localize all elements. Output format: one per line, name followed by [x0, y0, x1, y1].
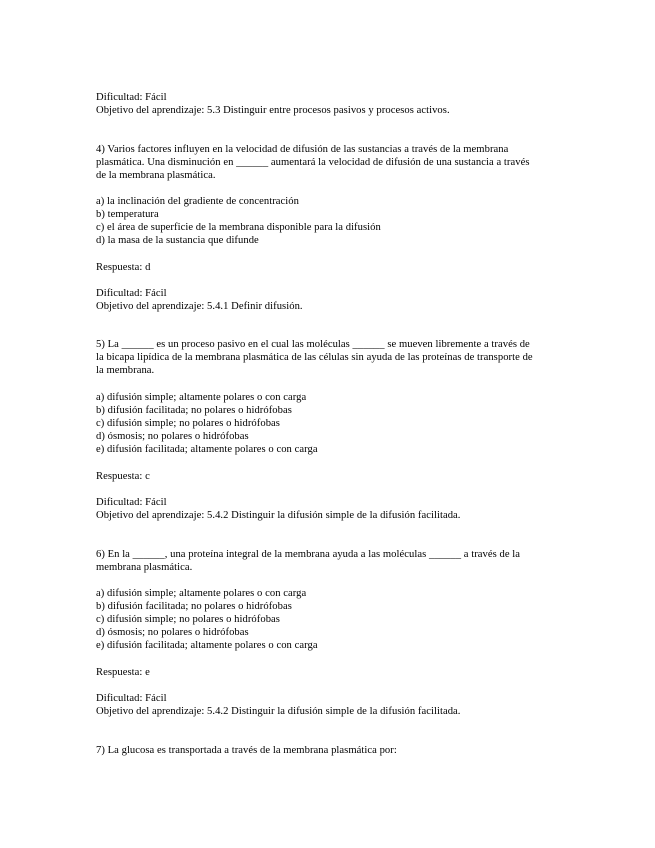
question-5-text: 5) La ______ es un proceso pasivo en el cual las moléculas ______ se mueven libremente a través de — [96, 339, 530, 350]
question-4-text: de la membrana plasmática. — [96, 170, 216, 181]
option-line: a) difusión simple; altamente polares o con carga — [96, 392, 307, 403]
question-6-text: membrana plasmática. — [96, 562, 193, 573]
objective-line: Objetivo del aprendizaje: 5.4.1 Definir difusión. — [96, 301, 303, 312]
difficulty-line: Dificultad: Fácil — [96, 693, 167, 704]
option-line: d) la masa de la sustancia que difunde — [96, 235, 259, 246]
objective-line: Objetivo del aprendizaje: 5.4.2 Distinguir la difusión simple de la difusión facilitada. — [96, 510, 461, 521]
answer-line: Respuesta: e — [96, 667, 150, 678]
question-6-text: 6) En la ______, una proteína integral de la membrana ayuda a las moléculas ______ a través de la — [96, 549, 521, 560]
option-line: e) difusión facilitada; altamente polares o con carga — [96, 640, 318, 651]
option-line: c) difusión simple; no polares o hidrófobas — [96, 614, 280, 625]
option-line: b) difusión facilitada; no polares o hidrófobas — [96, 405, 292, 416]
difficulty-line: Dificultad: Fácil — [96, 497, 167, 508]
objective-line: Objetivo del aprendizaje: 5.4.2 Distinguir la difusión simple de la difusión facilitada. — [96, 706, 461, 717]
option-line: c) el área de superficie de la membrana disponible para la difusión — [96, 222, 381, 233]
option-line: b) difusión facilitada; no polares o hidrófobas — [96, 601, 292, 612]
difficulty-line: Dificultad: Fácil — [96, 288, 167, 299]
answer-line: Respuesta: c — [96, 471, 150, 482]
question-4-text: 4) Varios factores influyen en la velocidad de difusión de las sustancias a través de la membrana — [96, 144, 509, 155]
objective-line: Objetivo del aprendizaje: 5.3 Distinguir entre procesos pasivos y procesos activos. — [96, 105, 450, 116]
option-line: d) ósmosis; no polares o hidrófobas — [96, 627, 249, 638]
question-4-text: plasmática. Una disminución en ______ aumentará la velocidad de difusión de una sustancia a través — [96, 157, 530, 168]
option-line: a) la inclinación del gradiente de concentración — [96, 196, 299, 207]
difficulty-line: Dificultad: Fácil — [96, 92, 167, 103]
question-7-text: 7) La glucosa es transportada a través de la membrana plasmática por: — [96, 745, 397, 756]
answer-line: Respuesta: d — [96, 262, 151, 273]
question-5-text: la bicapa lipídica de la membrana plasmática de las células sin ayuda de las proteínas de transporte de — [96, 352, 533, 363]
option-line: d) ósmosis; no polares o hidrófobas — [96, 431, 249, 442]
option-line: e) difusión facilitada; altamente polares o con carga — [96, 444, 318, 455]
option-line: a) difusión simple; altamente polares o con carga — [96, 588, 307, 599]
option-line: b) temperatura — [96, 209, 159, 220]
option-line: c) difusión simple; no polares o hidrófobas — [96, 418, 280, 429]
question-5-text: la membrana. — [96, 365, 155, 376]
